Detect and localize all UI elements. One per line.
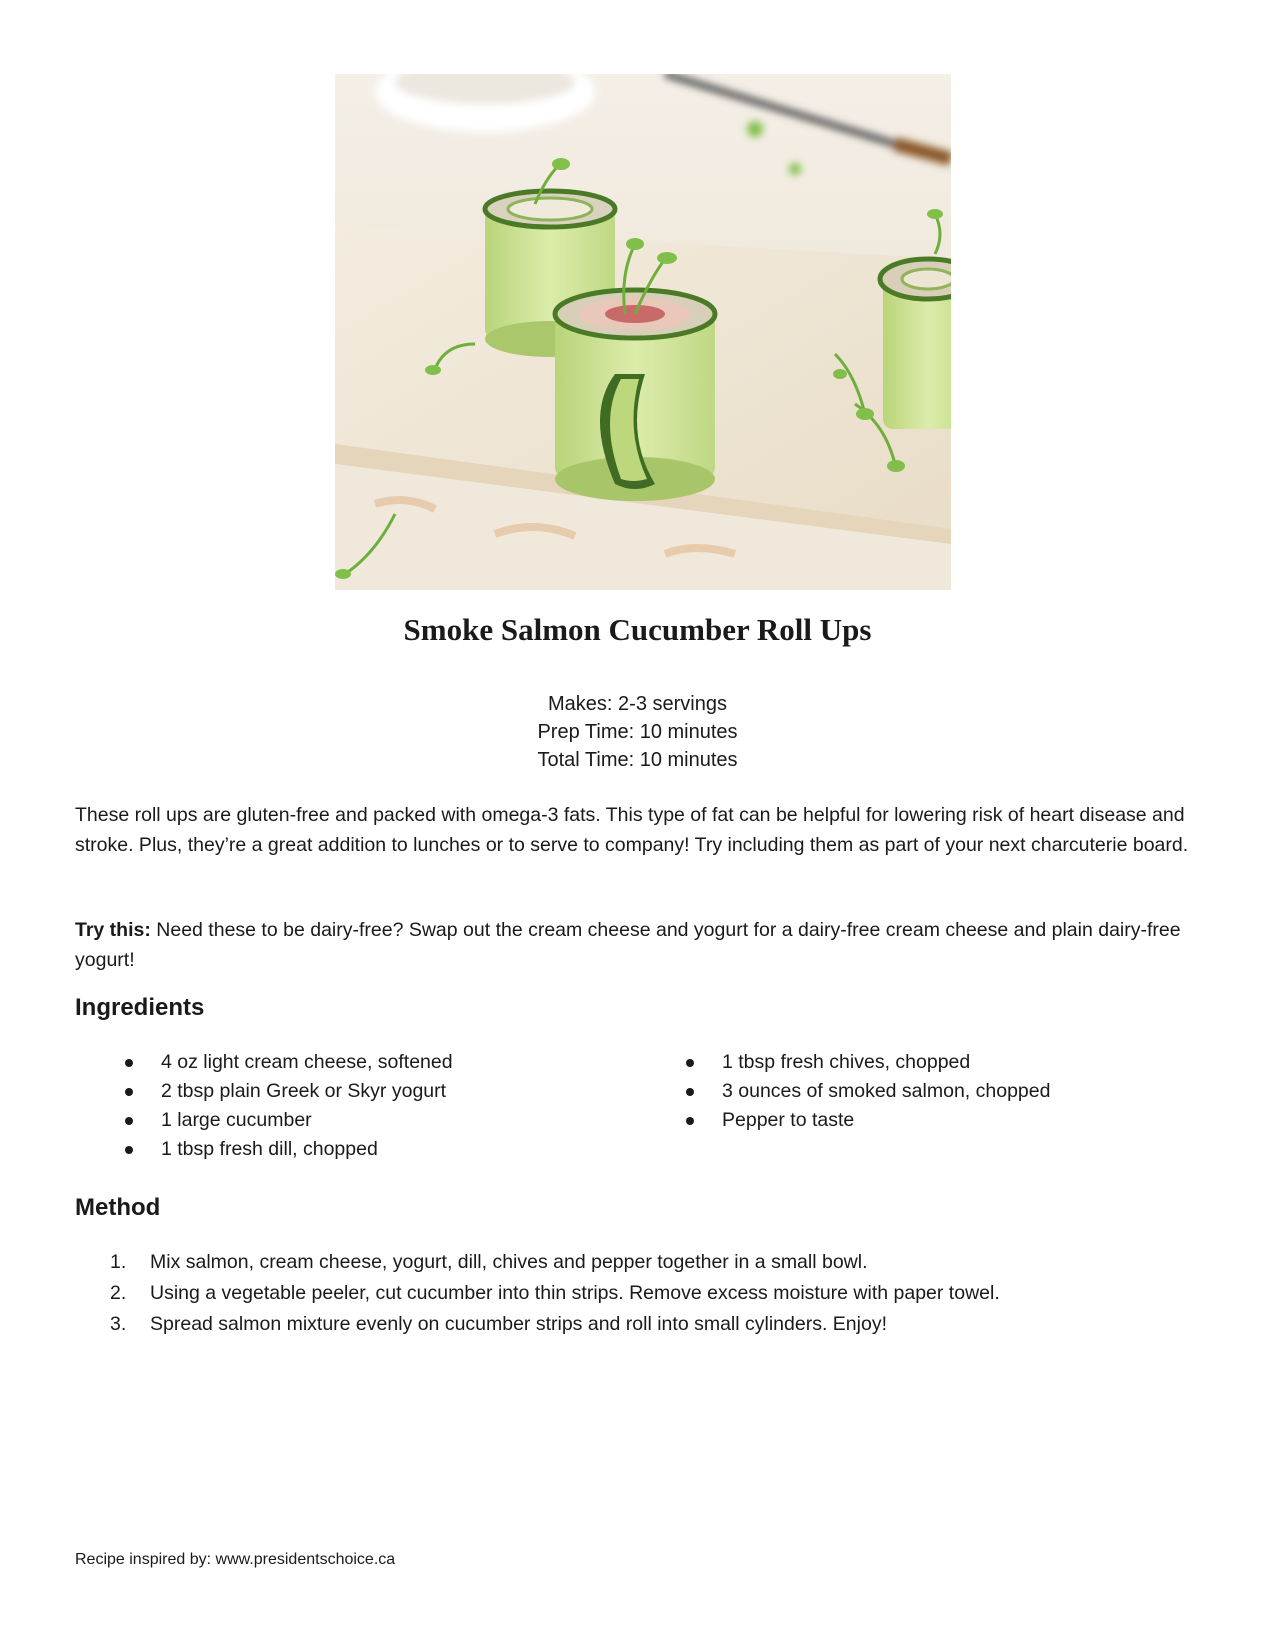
- recipe-meta: [0, 690, 1275, 774]
- ingredient-item: 3 ounces of smoked salmon, chopped: [686, 1077, 1050, 1106]
- ingredients-list-right: [686, 1048, 1050, 1135]
- step-text: Mix salmon, cream cheese, yogurt, dill, chives and pepper together in a small bowl.: [150, 1251, 868, 1273]
- tip-text: Need these to be dairy-free? Swap out the cream cheese and yogurt for a dairy-free cream cheese and plain dairy-free yogurt!: [75, 919, 1181, 971]
- step-number: 1.: [110, 1251, 127, 1273]
- source-credit: Recipe inspired by: www.presidentschoice.ca: [75, 1551, 396, 1568]
- recipe-description: These roll ups are gluten-free and packed with omega-3 fats. This type of fat can be helpful for lowering risk of heart disease and stroke. Plus, they’re a great addition to lunches or to serve to company! Try including them as part of your next charcuterie board.: [75, 804, 1189, 856]
- ingredient-item: 1 large cucumber: [125, 1106, 453, 1135]
- method-heading: Method: [75, 1194, 161, 1221]
- recipe-photo: [335, 74, 951, 590]
- method-steps: [110, 1247, 1000, 1340]
- servings: Makes: 2-3 servings: [548, 693, 727, 715]
- ingredients-heading: Ingredients: [75, 994, 205, 1021]
- step-text: Using a vegetable peeler, cut cucumber into thin strips. Remove excess moisture with paper towel.: [150, 1282, 1000, 1304]
- ingredient-item: Pepper to taste: [686, 1106, 1050, 1135]
- ingredient-item: 4 oz light cream cheese, softened: [125, 1048, 453, 1077]
- method-step: [110, 1278, 1000, 1309]
- step-number: 3.: [110, 1313, 127, 1335]
- tip-label: Try this:: [75, 919, 151, 941]
- method-step: [110, 1309, 1000, 1340]
- ingredient-item: 2 tbsp plain Greek or Skyr yogurt: [125, 1077, 453, 1106]
- prep-time: Prep Time: 10 minutes: [537, 721, 738, 743]
- step-number: 2.: [110, 1282, 127, 1304]
- ingredient-item: 1 tbsp fresh chives, chopped: [686, 1048, 1050, 1077]
- method-step: [110, 1247, 1000, 1278]
- step-text: Spread salmon mixture evenly on cucumber strips and roll into small cylinders. Enjoy!: [150, 1313, 887, 1335]
- total-time: Total Time: 10 minutes: [537, 749, 738, 771]
- ingredients-list-left: [125, 1048, 453, 1164]
- recipe-title: Smoke Salmon Cucumber Roll Ups: [403, 612, 872, 647]
- ingredient-item: 1 tbsp fresh dill, chopped: [125, 1135, 453, 1164]
- recipe-tip: [75, 915, 1210, 975]
